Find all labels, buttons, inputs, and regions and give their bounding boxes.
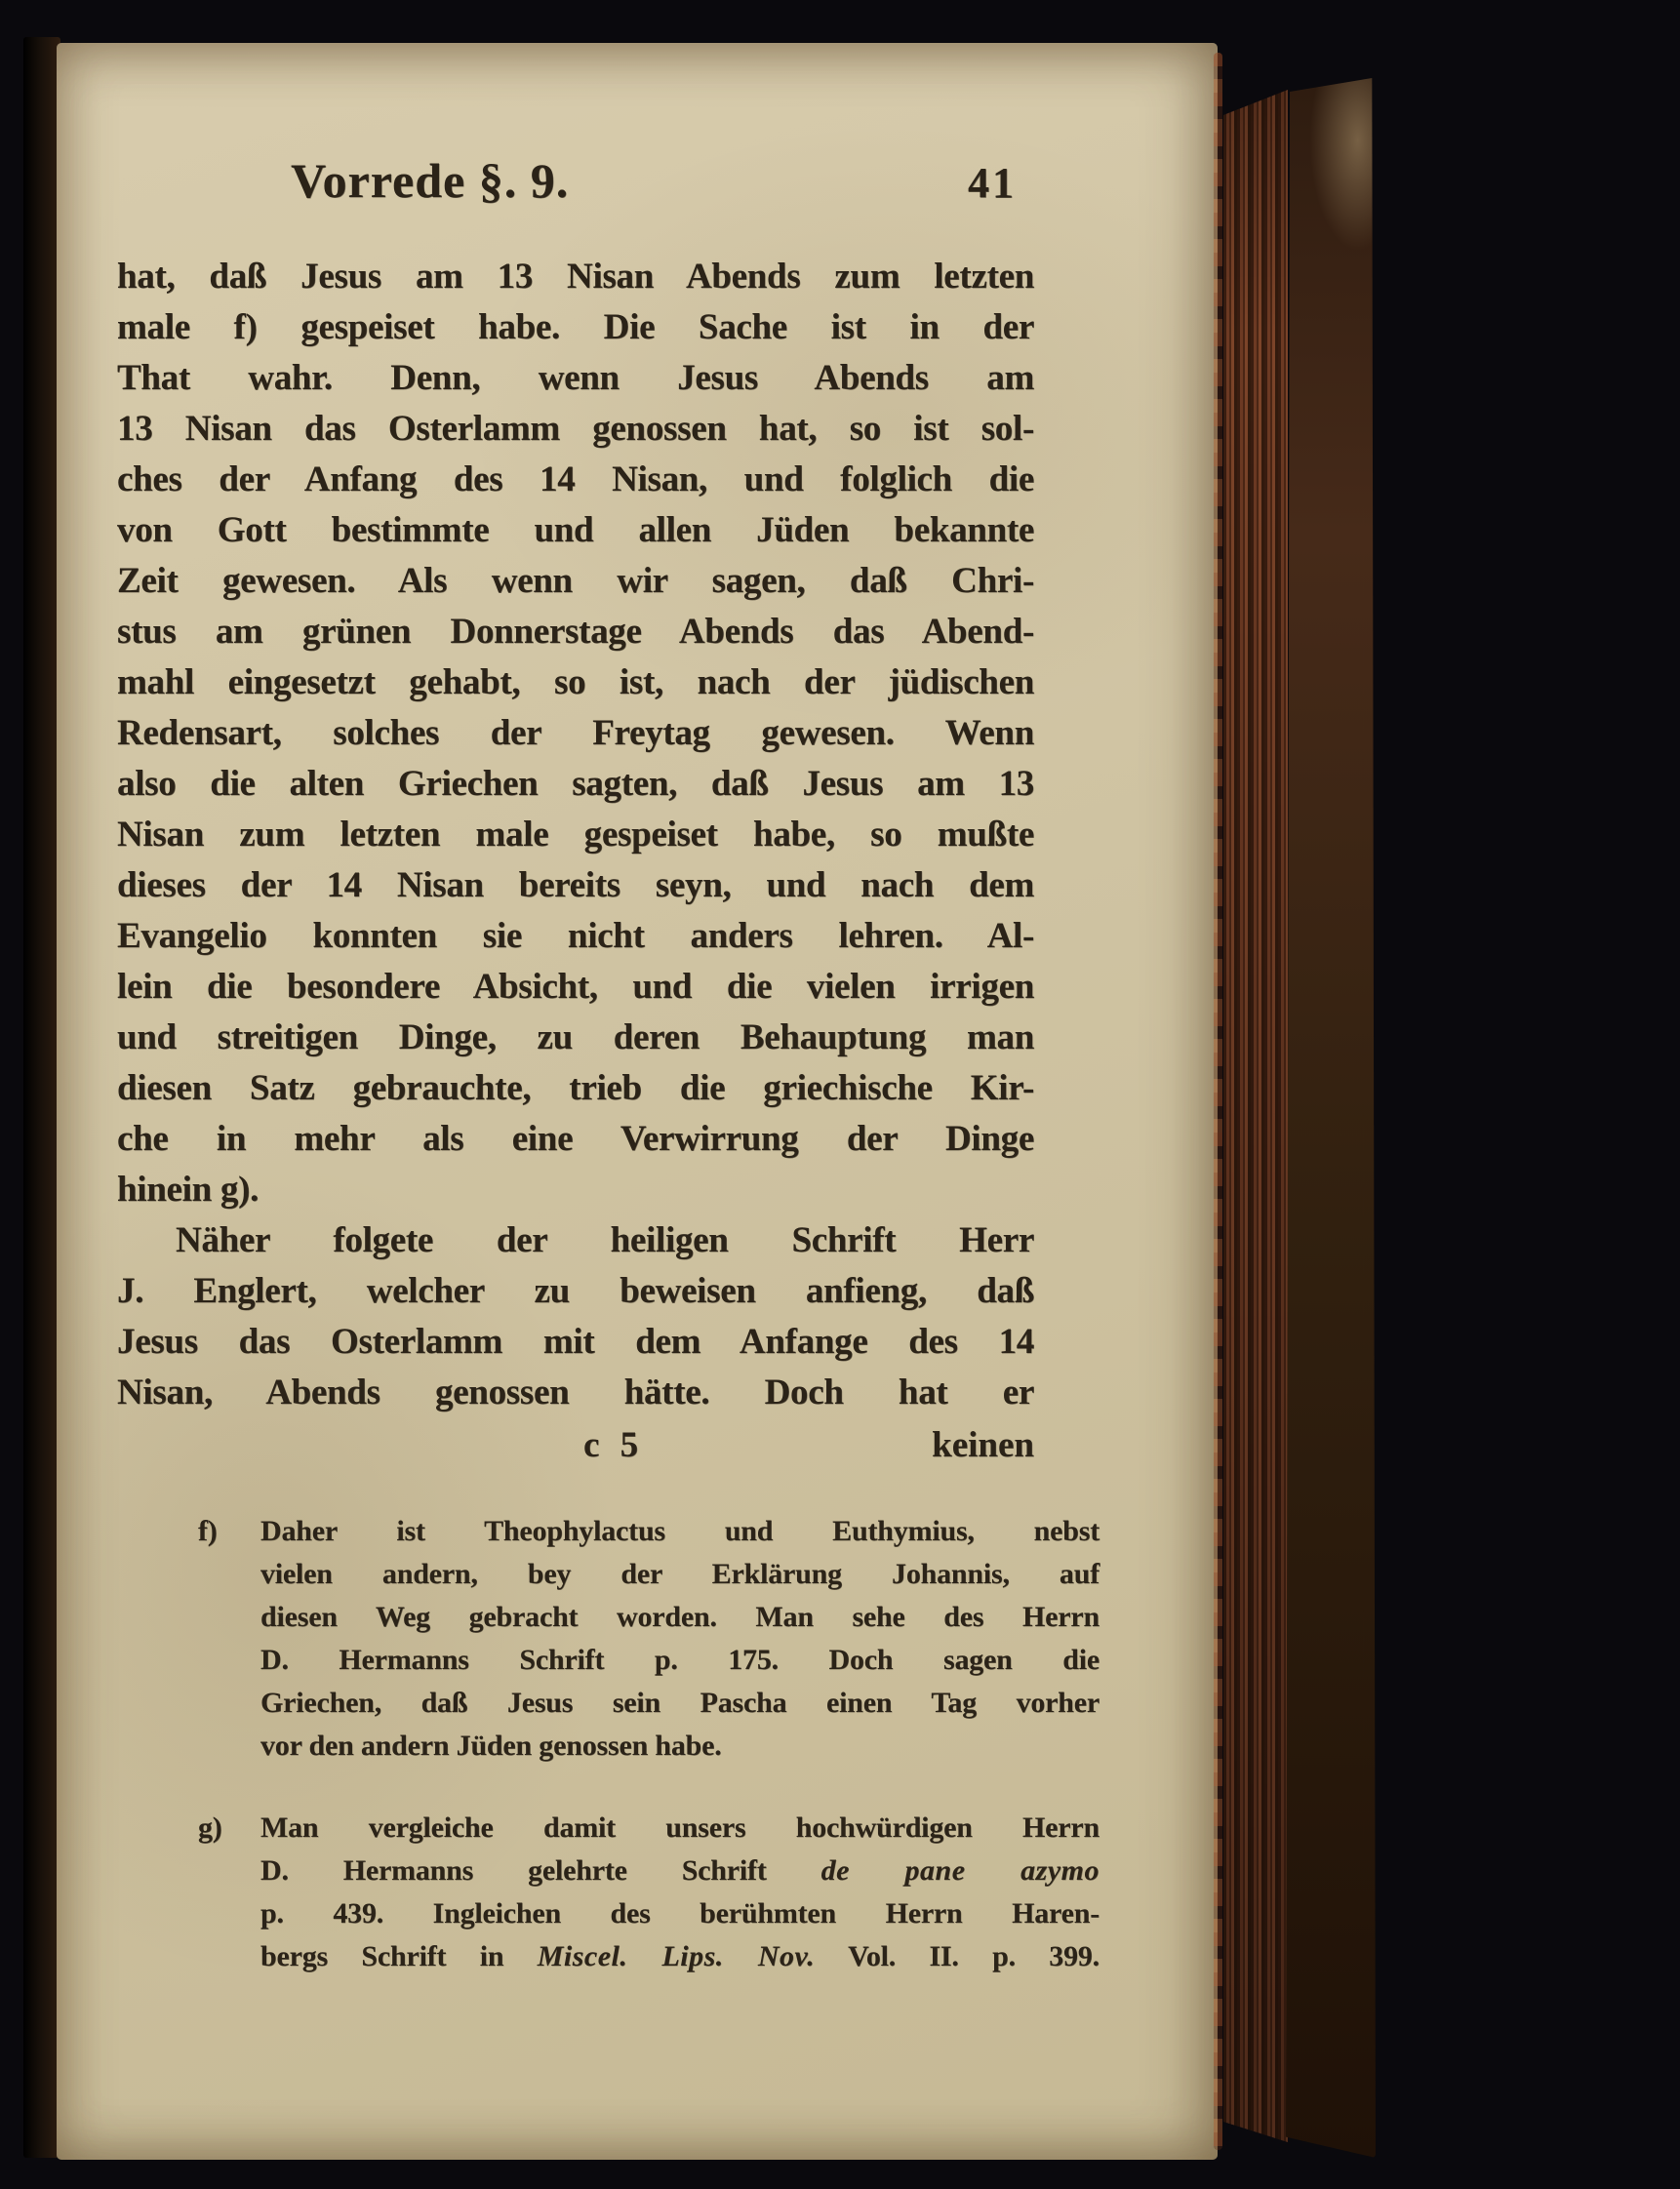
body-line: Evangelio konnten sie nicht anders lehren. Al- <box>117 916 1034 956</box>
body-line: und streitigen Dinge, zu deren Behauptung man <box>117 1017 1034 1057</box>
page-deckle-edge <box>1214 53 1222 2150</box>
body-line: 13 Nisan das Osterlamm genossen hat, so ist sol- <box>117 409 1034 449</box>
footnote-line: diesen Weg gebracht worden. Man sehe des Herrn <box>260 1601 1100 1633</box>
body-line: Redensart, solches der Freytag gewesen. Wenn <box>117 713 1034 753</box>
page-number: 41 <box>968 159 1017 207</box>
latin-citation: de pane azymo <box>820 1854 1100 1887</box>
body-line: ches der Anfang des 14 Nisan, und folglich die <box>117 459 1034 499</box>
body-line: hat, daß Jesus am 13 Nisan Abends zum letzten <box>117 257 1034 297</box>
footnote-text: D. Hermanns gelehrte Schrift <box>260 1854 821 1887</box>
catchword: keinen <box>932 1425 1034 1465</box>
footnote-line: Griechen, daß Jesus sein Pascha einen Tag vorher <box>260 1687 1100 1719</box>
body-line: Zeit gewesen. Als wenn wir sagen, daß Chri- <box>117 561 1034 601</box>
body-line: diesen Satz gebrauchte, trieb die griechische Kir- <box>117 1068 1034 1108</box>
footnote-line: D. Hermanns Schrift p. 175. Doch sagen die <box>260 1644 1100 1676</box>
footnote-f <box>198 1510 1100 1768</box>
signature-mark: c 5 <box>583 1425 645 1465</box>
body-line: Näher folgete der heiligen Schrift Herr <box>176 1220 1034 1260</box>
body-line: Nisan zum letzten male gespeiset habe, so mußte <box>117 815 1034 855</box>
body-line: stus am grünen Donnerstage Abends das Abend- <box>117 612 1034 652</box>
body-line: mahl eingesetzt gehabt, so ist, nach der jüdischen <box>117 662 1034 702</box>
footnote-g <box>198 1807 1100 1978</box>
latin-citation: Miscel. Lips. Nov. <box>537 1940 816 1972</box>
body-line: che in mehr als eine Verwirrung der Dinge <box>117 1119 1034 1159</box>
body-line: hinein g). <box>117 1170 260 1210</box>
footnote-line: Man vergleiche damit unsers hochwürdigen Herrn <box>260 1811 1100 1844</box>
body-text <box>117 252 1034 1418</box>
footnote-line: vielen andern, bey der Erklärung Johannis, auf <box>260 1558 1100 1590</box>
footnote-line: Daher ist Theophylactus und Euthymius, nebst <box>260 1515 1100 1547</box>
footnote-line <box>260 1935 1100 1978</box>
page-title: Vorrede §. 9. <box>291 153 570 208</box>
footnote-line <box>260 1850 1100 1892</box>
book-cover <box>1286 78 1376 2158</box>
body-line: also die alten Griechen sagten, daß Jesus am 13 <box>117 764 1034 804</box>
page-block-fore-edge <box>1223 90 1288 2142</box>
footnote-marker: f) <box>198 1515 218 1547</box>
footnote-marker: g) <box>198 1811 222 1844</box>
body-line: J. Englert, welcher zu beweisen anfieng, daß <box>117 1271 1034 1311</box>
footnote-text: bergs Schrift in <box>260 1940 538 1972</box>
body-line: von Gott bestimmte und allen Jüden bekannte <box>117 510 1034 550</box>
footnote-text: Vol. II. p. 399. <box>815 1940 1100 1972</box>
body-line: Nisan, Abends genossen hätte. Doch hat er <box>117 1373 1034 1413</box>
body-line: lein die besondere Absicht, und die vielen irrigen <box>117 967 1034 1007</box>
body-line: That wahr. Denn, wenn Jesus Abends am <box>117 358 1034 398</box>
book-gutter-edge <box>23 37 60 2158</box>
book-page <box>57 43 1218 2160</box>
body-line: male f) gespeiset habe. Die Sache ist in der <box>117 307 1034 347</box>
footnote-line: p. 439. Ingleichen des berühmten Herrn Haren- <box>260 1897 1100 1930</box>
signature-row <box>117 1420 1034 1471</box>
page-header <box>117 152 1034 230</box>
footnote-line: vor den andern Jüden genossen habe. <box>260 1730 722 1762</box>
body-line: Jesus das Osterlamm mit dem Anfange des 14 <box>117 1322 1034 1362</box>
body-line: dieses der 14 Nisan bereits seyn, und nach dem <box>117 865 1034 905</box>
